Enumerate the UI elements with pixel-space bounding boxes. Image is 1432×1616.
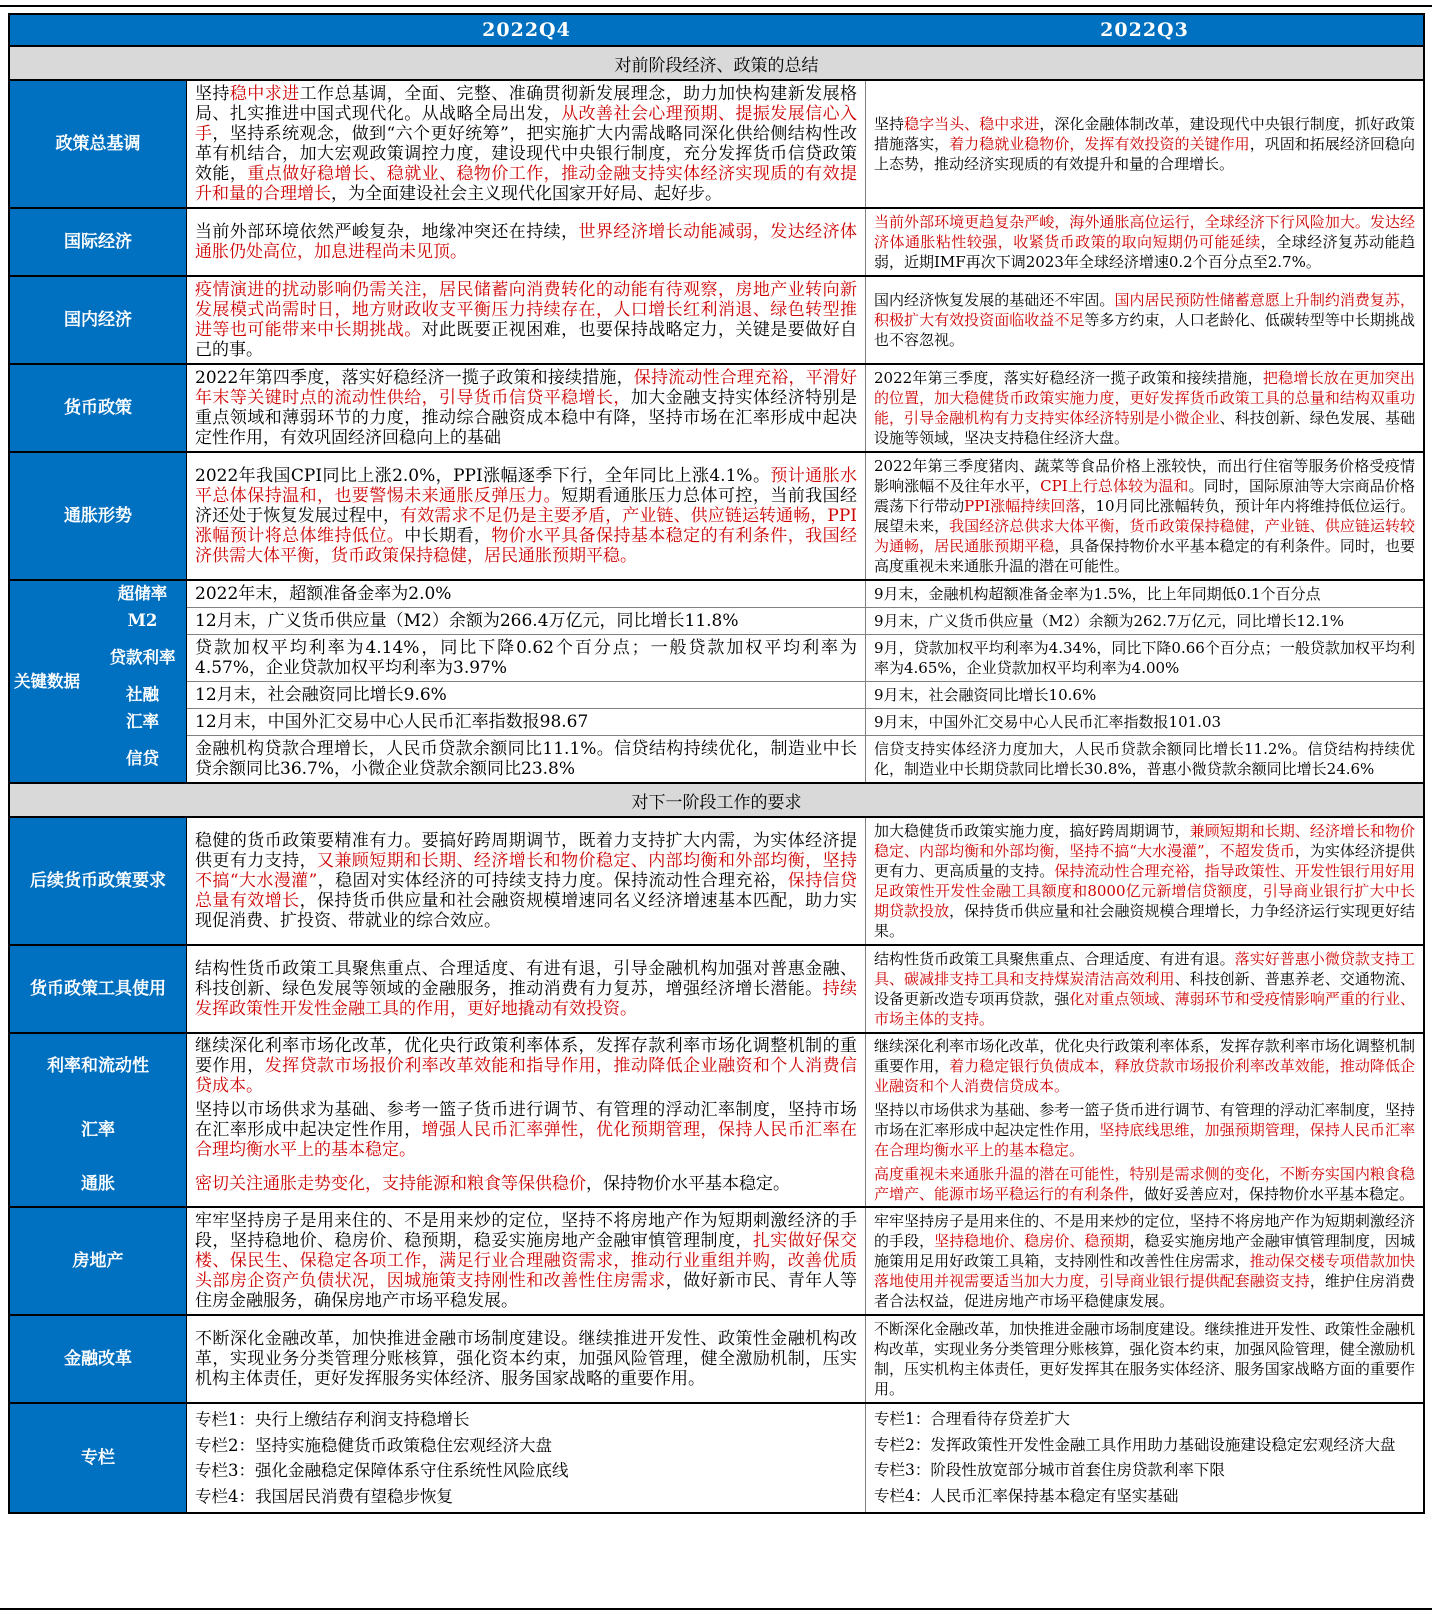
rich-text: [195, 1211, 857, 1311]
rich-text: [874, 821, 1415, 941]
column-item: 专栏4：人民币汇率保持基本稳定有坚实基础: [874, 1486, 1179, 1505]
highlighted-text: 把稳增长放在更加突出的位置，加大稳健货币政策实施力度，更好发挥货币政策工具的总量和结构双重功能，引导金融机构有力支持实体经济特别是小微企业: [874, 369, 1415, 427]
cell-2022q3: [866, 735, 1423, 782]
table-row: [10, 81, 1423, 209]
row-label: 通胀: [10, 1162, 187, 1206]
highlighted-text: 稳中求进: [229, 84, 300, 104]
cell-2022q4: [187, 1162, 866, 1206]
plain-text: 短期看通胀压力总体可控，当前我国经济还处于恢复发展过程中，: [195, 486, 858, 526]
key-data-group: [10, 581, 1423, 784]
rich-text: [195, 84, 857, 204]
highlighted-text: 持续发挥政策性开发性金融工具的作用，更好地撬动有效投资。: [195, 979, 858, 1019]
rich-text: [195, 831, 857, 931]
highlighted-text: 落实好普惠小微贷款支持工具、碳减排支持工具和支持煤炭清洁高效利用: [874, 950, 1415, 988]
highlighted-text: 稳字当头、稳中求进: [904, 115, 1040, 133]
highlighted-text: 物价水平具备保持基本稳定的有利条件，我国经济供需大体平衡，货币政策保持稳健，居民通胀预期平稳。: [195, 526, 858, 566]
plain-text: 不断深化金融改革，加快推进金融市场制度建设。继续推进开发性、政策性金融机构改革，实现业务分类管理分账核算，强化资本约束，加强风险管理，健全激励机制，压实机构主体责任，更好发挥其在服务实体经济、服务国家战略方面的重要作用。: [874, 1320, 1415, 1398]
highlighted-text: 从改善社会心理预期、提振发展信心入手: [195, 104, 858, 144]
plain-text: 信贷支持实体经济力度加大，人民币贷款余额同比增长11.2%。信贷结构持续优化，制造业中长期贷款同比增长30.8%，普惠小微贷款余额同比增长24.6%: [874, 740, 1415, 778]
rich-text: [195, 466, 857, 566]
section-title: 对下一阶段工作的要求: [10, 784, 1423, 818]
cell-2022q3: [866, 581, 1423, 607]
rich-text: [874, 1319, 1415, 1399]
highlighted-text: PPI涨幅持续回落: [964, 497, 1081, 515]
subrow-label: 汇率: [99, 708, 187, 735]
highlighted-text: 当前外部环境更趋复杂严峻，海外通胀高位运行，全球经济下行风险加大。发达经济体通胀粘性较强，收紧货币政策的取向短期仍可能延续: [874, 213, 1415, 251]
rich-text: [874, 1036, 1415, 1096]
highlighted-text: 高度重视未来通胀升温的潜在可能性，特别是需求侧的变化，不断夯实国内粮食稳产增产、能源市场平稳运行的有利条件: [874, 1165, 1415, 1203]
plain-text: 坚持以市场供求为基础、参考一篮子货币进行调节、有管理的浮动汇率制度，坚持市场在汇率形成中起决定性作用，: [874, 1101, 1415, 1139]
cell-2022q4: [187, 708, 866, 735]
rich-text: [195, 280, 857, 360]
plain-text: 不断深化金融改革，加快推进金融市场制度建设。继续推进开发性、政策性金融机构改革，实现业务分类管理分账核算，强化资本约束，加强风险管理，健全激励机制，压实机构主体责任，更好发挥服务实体经济、服务国家战略的重要作用。: [195, 1329, 857, 1389]
highlighted-text: 疫情演进的扰动影响仍需关注，居民储蓄向消费转化的动能有待观察，房地产业转向新发展模式尚需时日，地方财政收支平衡压力持续存在，人口增长红利消退、绿色转型推进等也可能带来中长期挑战。: [195, 280, 857, 340]
plain-text: 国内经济恢复发展的基础还不牢固。: [874, 291, 1115, 309]
rich-text: [195, 368, 857, 448]
plain-text: 9月末，广义货币供应量（M2）余额为262.7万亿元，同比增长12.1%: [874, 612, 1345, 630]
plain-text: 对此既要正视困难，也要保持战略定力，关键是要做好自己的事。: [195, 320, 858, 360]
plain-text: 等多方约束，人口老龄化、低碳转型等中长期挑战也不容忽视。: [874, 311, 1415, 349]
rich-text: [195, 584, 857, 604]
cell-2022q3: [866, 81, 1423, 207]
plain-text: ，稳固对实体经济的可持续支持力度。保持流动性合理充裕，: [317, 871, 788, 891]
subrow-label: 超储率: [99, 581, 187, 607]
plain-text: 加大稳健货币政策实施力度，搞好跨周期调节，: [874, 822, 1190, 840]
plain-text: 、科技创新、普惠养老、交通物流、设备更新改造专项再贷款，强: [874, 970, 1415, 1008]
table-row: [10, 818, 1423, 946]
header-spacer: [10, 15, 187, 45]
highlighted-text: 兼顾短期和长期、经济增长和物价稳定、内部均衡和外部均衡，坚持不搞“大水漫灌”，不超发货币: [874, 822, 1415, 860]
plain-text: ，全球经济复苏动能趋弱，近期IMF再次下调2023年全球经济增速0.2个百分点至2.7%。: [874, 233, 1415, 271]
cell-2022q4: [187, 209, 866, 275]
rich-text: [195, 685, 857, 705]
rich-text: [195, 222, 857, 262]
plain-text: 结构性货币政策工具聚焦重点、合理适度、有进有退。: [874, 950, 1235, 968]
plain-text: 。同时，国际原油等大宗商品价格震荡下行带动: [874, 477, 1415, 515]
column-header-2022q3: 2022Q3: [1100, 19, 1189, 41]
highlighted-text: 保持信贷总量有效增长: [195, 871, 858, 911]
plain-text: 9月，贷款加权平均利率为4.34%，同比下降0.66个百分点；一般贷款加权平均利率为4.65%，企业贷款加权平均利率为4.00%: [874, 639, 1415, 677]
plain-text: 继续深化利率市场化改革，优化央行政策利率体系，发挥存款利率市场化调整机制的重要作用，: [195, 1036, 857, 1076]
column-item: 专栏3：阶段性放宽部分城市首套住房贷款利率下限: [874, 1461, 1225, 1479]
section-title: 对前阶段经济、政策的总结: [10, 47, 1423, 81]
plain-text: ，深化金融体制改革，建设现代中央银行制度，抓好政策措施落实，: [874, 115, 1415, 153]
rich-text: [874, 114, 1415, 174]
cell-2022q3: [866, 453, 1423, 579]
rich-text: [195, 611, 857, 631]
plain-text: 继续深化利率市场化改革，优化央行政策利率体系，发挥存款利率市场化调整机制重要作用，: [874, 1037, 1415, 1075]
plain-text: ，为全面建设社会主义现代化国家开好局、起好步。: [331, 184, 722, 204]
highlighted-text: 坚持稳地价、稳房价、稳预期: [934, 1232, 1130, 1250]
cell-2022q4: [187, 277, 866, 363]
cell-2022q4: [187, 634, 866, 681]
highlighted-text: 推动保交楼专项借款加快落地使用并视需要适当加大力度，引导商业银行提供配套融资支持: [874, 1252, 1415, 1290]
rich-text: [195, 959, 857, 1019]
table-header-row: [10, 15, 1423, 47]
rich-text: [874, 739, 1415, 779]
plain-text: 9月末，社会融资同比增长10.6%: [874, 686, 1097, 704]
row-label: 汇率: [10, 1098, 187, 1162]
plain-text: 12月末，社会融资同比增长9.6%: [195, 685, 447, 705]
cell-2022q3: [866, 1034, 1423, 1098]
table-row: [10, 277, 1423, 365]
cell-2022q3: [866, 1208, 1423, 1314]
plain-text: 、科技创新、绿色发展、基础设施等领域，坚决支持稳住经济大盘。: [874, 409, 1415, 447]
highlighted-text: 发挥贷款市场报价利率改革效能和指导作用，推动降低企业融资和个人消费信贷成本。: [195, 1056, 858, 1096]
row-label: 利率和流动性: [10, 1034, 187, 1098]
plain-text: 2022年第三季度猪肉、蔬菜等食品价格上涨较快，而出行住宿等服务价格受疫情影响涨幅不及往年水平，: [874, 457, 1415, 495]
plain-text: 贷款加权平均利率为4.14%，同比下降0.62个百分点；一般贷款加权平均利率为4.57%，企业贷款加权平均利率为3.97%: [195, 638, 857, 678]
column-item: 专栏1：央行上缴结存利润支持稳增长: [195, 1410, 470, 1429]
row-label: 国际经济: [10, 209, 187, 275]
table-row: [10, 1316, 1423, 1404]
rich-text: [195, 712, 857, 732]
row-label: 货币政策: [10, 365, 187, 451]
highlighted-text: 有效需求不足仍是主要矛盾，产业链、供应链运转通畅，PPI涨幅预计将总体维持低位。: [195, 506, 858, 546]
cell-2022q3: [866, 607, 1423, 634]
plain-text: ，10月同比涨幅转负，预计年内将维持低位运行。展望未来，: [874, 497, 1415, 535]
rich-text: [195, 739, 857, 779]
cell-2022q3: [866, 209, 1423, 275]
highlighted-text: 世界经济增长动能减弱，发达经济体通胀仍处高位，加息进程尚未见顶。: [195, 222, 858, 262]
cell-2022q4: [187, 1208, 866, 1314]
plain-text: ，保持货币供应量和社会融资规模增速同名义经济增速基本匹配，助力实现促消费、扩投资、带就业的综合效应。: [195, 891, 858, 931]
rich-text: [874, 949, 1415, 1029]
plain-text: 2022年第三季度，落实好稳经济一揽子政策和接续措施，: [874, 369, 1263, 387]
table-body: [10, 47, 1423, 1512]
rich-text: [874, 1100, 1415, 1160]
cell-2022q4: [187, 581, 866, 607]
highlighted-text: CPI上行总体较为温和: [1040, 477, 1189, 495]
plain-text: ，保持物价水平基本稳定。: [586, 1174, 790, 1194]
cell-2022q4: [187, 946, 866, 1032]
table-row: [10, 365, 1423, 453]
cell-2022q4: [187, 735, 866, 782]
plain-text: 金融机构贷款合理增长，人民币贷款余额同比11.1%。信贷结构持续优化，制造业中长贷余额同比36.7%，小微企业贷款余额同比23.8%: [195, 739, 857, 779]
highlighted-text: 化对重点领域、薄弱环节和受疫情影响严重的行业、市场主体的支持。: [874, 990, 1415, 1028]
plain-text: 加大金融支持实体经济特别是重点领域和薄弱环节的力度，推动综合融资成本稳中有降，坚持市场在汇率形成中起决定性作用，有效巩固经济回稳向上的基础: [195, 388, 858, 448]
highlighted-text: 坚持底线思维，加强预期管理，保持人民币汇率在合理均衡水平上的基本稳定。: [874, 1121, 1415, 1159]
cell-2022q3: [866, 277, 1423, 363]
plain-text: ，维护住房消费者合法权益，促进房地产市场平稳健康发展。: [874, 1272, 1415, 1310]
table-row: [10, 209, 1423, 277]
plain-text: 牢牢坚持房子是用来住的、不是用来炒的定位，坚持不将房地产作为短期刺激经济的手段，: [874, 1212, 1415, 1250]
plain-text: ，坚持系统观念，做到“六个更好统筹”，把实施扩大内需战略同深化供给侧结构性改革有机结合，加大宏观政策调控力度，建设现代中央银行制度，充分发挥货币信贷政策效能，: [195, 124, 858, 184]
cell-2022q4: [187, 1034, 866, 1098]
cell-2022q3: [866, 634, 1423, 681]
cell-2022q4: [187, 453, 866, 579]
subrow-label: 社融: [99, 681, 187, 708]
cell-2022q4: [187, 607, 866, 634]
plain-text: 2022年末，超额准备金率为2.0%: [195, 584, 452, 604]
table-row: [10, 946, 1423, 1034]
row-label: 国内经济: [10, 277, 187, 363]
cell-2022q3: [866, 1098, 1423, 1162]
plain-text: ，做好新市民、青年人等住房金融服务，确保房地产市场平稳发展。: [195, 1271, 858, 1311]
plain-text: 结构性货币政策工具聚焦重点、合理适度、有进有退，引导金融机构加强对普惠金融、科技创新、绿色发展等领域的金融服务，推动消费有力复苏，增强经济增长潜能。: [195, 959, 857, 999]
rich-text: [195, 1036, 857, 1096]
plain-text: 9月末，中国外汇交易中心人民币汇率指数报101.03: [874, 713, 1222, 731]
highlighted-text: 增强人民币汇率弹性，优化预期管理，保持人民币汇率在合理均衡水平上的基本稳定。: [195, 1120, 858, 1160]
plain-text: 当前外部环境依然严峻复杂，地缘冲突还在持续，: [195, 222, 579, 242]
highlighted-text: 重点做好稳增长、稳就业、稳物价工作，推动金融支持实体经济实现质的有效提升和量的合理增长: [195, 164, 858, 204]
row-label: 专栏: [10, 1404, 187, 1512]
row-label: 金融改革: [10, 1316, 187, 1402]
rich-text: [874, 638, 1415, 678]
subrow-label: 信贷: [99, 735, 187, 782]
cell-2022q3: [866, 1404, 1423, 1512]
plain-text: 12月末，广义货币供应量（M2）余额为266.4万亿元，同比增长11.8%: [195, 611, 739, 631]
table-row: [10, 1208, 1423, 1316]
cell-2022q4: [187, 1316, 866, 1402]
cell-2022q4: [187, 681, 866, 708]
plain-text: 中长期看，: [404, 526, 492, 546]
column-header-2022q4: 2022Q4: [482, 19, 571, 41]
highlighted-text: 着力稳定银行负债成本，释放贷款市场报价利率改革效能，推动降低企业融资和个人消费信贷成本。: [874, 1057, 1415, 1095]
plain-text: 2022年第四季度，落实好稳经济一揽子政策和接续措施，: [195, 368, 634, 388]
cell-2022q3: [866, 946, 1423, 1032]
row-label: 通胀形势: [10, 453, 187, 579]
cell-2022q3: [866, 681, 1423, 708]
row-label: 政策总基调: [10, 81, 187, 207]
column-item: 专栏2：发挥政策性开发性金融工具作用助力基础设施建设稳定宏观经济大盘: [874, 1435, 1396, 1454]
rich-text: [195, 638, 857, 678]
highlighted-text: 着力稳就业稳物价，发挥有效投资的关键作用: [949, 135, 1250, 153]
highlighted-text: 扎实做好保交楼、保民生、保稳定各项工作，满足行业合理融资需求，推动行业重组并购，改善优质头部房企资产负债状况，因城施策支持刚性和改善性住房需求: [195, 1231, 858, 1291]
rich-text: [874, 456, 1415, 576]
rich-text: [874, 611, 1415, 631]
subrow-label: M2: [99, 607, 187, 634]
rich-text: [874, 212, 1415, 272]
rich-text: [874, 1164, 1415, 1204]
subrow-label: 贷款利率: [99, 634, 187, 681]
plain-text: 工作总基调，全面、完整、准确贯彻新发展理念，助力加快构建新发展格局、扎实推进中国式现代化。从战略全局出发，: [195, 84, 858, 124]
highlighted-text: 预计通胀水平总体保持温和，也要警惕未来通胀反弹压力。: [195, 466, 857, 506]
plain-text: 9月末，金融机构超额准备金率为1.5%，比上年同期低0.1个百分点: [874, 585, 1321, 603]
plain-text: 坚持: [874, 115, 905, 133]
table-row: [10, 453, 1423, 581]
row-label: 货币政策工具使用: [10, 946, 187, 1032]
cell-2022q4: [187, 81, 866, 207]
rich-text: [874, 368, 1415, 448]
cell-2022q4: [187, 818, 866, 944]
plain-text: ，具备保持物价水平基本稳定的有利条件。同时，也要高度重视未来通胀升温的潜在可能性。: [874, 537, 1415, 575]
row-label: 后续货币政策要求: [10, 818, 187, 944]
highlighted-text: 又兼顾短期和长期、经济增长和物价稳定、内部均衡和外部均衡，坚持不搞“大水漫灌”: [195, 851, 858, 891]
cell-2022q3: [866, 818, 1423, 944]
cell-2022q3: [866, 1162, 1423, 1206]
plain-text: 牢牢坚持房子是用来住的、不是用来炒的定位，坚持不将房地产作为短期刺激经济的手段，坚持稳地价、稳房价、稳预期，稳妥实施房地产金融审慎管理制度，: [195, 1211, 857, 1251]
rich-text: [195, 1100, 857, 1160]
table-row: [10, 1404, 1423, 1512]
highlighted-text: 我国经济总供求大体平衡，货币政策保持稳健，产业链、供应链运转较为通畅，居民通胀预期平稳: [874, 517, 1415, 555]
rich-text: [874, 712, 1415, 732]
plain-text: 坚持以市场供求为基础、参考一篮子货币进行调节、有管理的浮动汇率制度，坚持市场在汇率形成中起决定性作用，: [195, 1100, 857, 1140]
plain-text: 12月末，中国外汇交易中心人民币汇率指数报98.67: [195, 712, 589, 732]
rich-text: [195, 1329, 857, 1389]
plain-text: 稳健的货币政策要精准有力。要搞好跨周期调节，既着力支持扩大内需，为实体经济提供更有力支持，: [195, 831, 857, 871]
plain-text: ，稳妥实施房地产金融审慎管理制度，因城施策用足用好政策工具箱，支持刚性和改善性住房需求，: [874, 1232, 1415, 1270]
rich-text: [874, 584, 1415, 604]
highlighted-text: 保持流动性合理充裕，平滑好年末等关键时点的流动性供给，引导货币信贷平稳增长，: [195, 368, 858, 408]
column-item: 专栏4：我国居民消费有望稳步恢复: [195, 1486, 453, 1506]
bottom-rule: [0, 1608, 1432, 1610]
column-item: 专栏1：合理看待存贷差扩大: [874, 1410, 1070, 1428]
plain-text: ，保持货币供应量和社会融资规模合理增长，力争经济运行实现更好结果。: [874, 902, 1415, 940]
plain-text: 坚持: [195, 84, 230, 104]
rich-text: [195, 1174, 857, 1194]
cell-2022q4: [187, 1404, 866, 1512]
group-label: 关键数据: [10, 581, 99, 782]
plain-text: ，为实体经济提供更有力、更高质量的支持。: [874, 842, 1415, 880]
cell-2022q3: [866, 1316, 1423, 1402]
plain-text: ，做好妥善应对，保持物价水平基本稳定。: [1129, 1185, 1415, 1203]
comparison-table: [8, 13, 1425, 1514]
multi-row-group: [10, 1034, 1423, 1208]
plain-text: ，巩固和拓展经济回稳向上态势，推动经济实现质的有效提升和量的合理增长。: [874, 135, 1415, 173]
column-item: 专栏2：坚持实施稳健货币政策稳住宏观经济大盘: [195, 1435, 552, 1455]
cell-2022q4: [187, 365, 866, 451]
column-item: 专栏3：强化金融稳定保障体系守住系统性风险底线: [195, 1461, 569, 1480]
highlighted-text: 密切关注通胀走势变化，支持能源和粮食等保供稳价: [195, 1174, 586, 1194]
cell-2022q3: [866, 365, 1423, 451]
rich-text: [874, 1211, 1415, 1311]
highlighted-text: 保持流动性合理充裕，指导政策性、开发性银行用好用足政策性开发性金融工具额度和8000亿元新增信贷额度，引导商业银行扩大中长期贷款投放: [874, 862, 1415, 920]
rich-text: [874, 685, 1415, 705]
top-rule: [0, 5, 1432, 7]
row-label: 房地产: [10, 1208, 187, 1314]
highlighted-text: 国内居民预防性储蓄意愿上升制约消费复苏，积极扩大有效投资面临收益不足: [874, 291, 1415, 329]
cell-2022q3: [866, 708, 1423, 735]
rich-text: [874, 290, 1415, 350]
plain-text: 2022年我国CPI同比上涨2.0%，PPI涨幅逐季下行，全年同比上涨4.1%。: [195, 466, 771, 486]
cell-2022q4: [187, 1098, 866, 1162]
